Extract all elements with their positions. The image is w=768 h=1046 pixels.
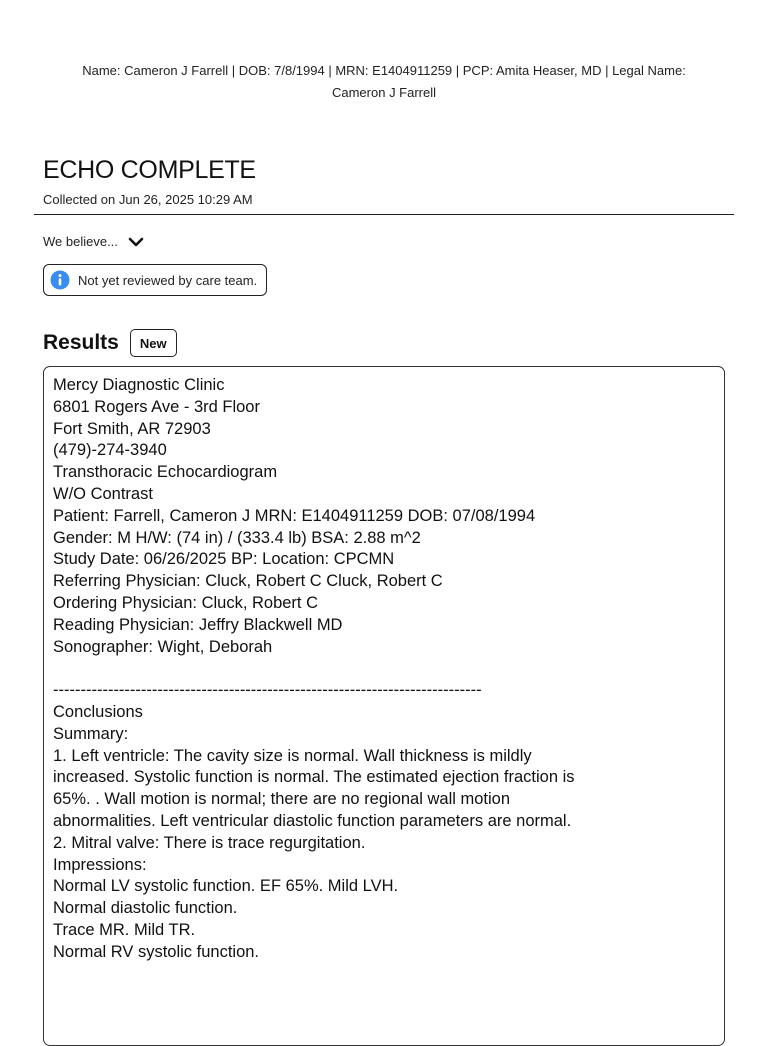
review-status-text: Not yet reviewed by care team.: [78, 272, 258, 288]
patient-header: [40, 60, 728, 104]
page-title: ECHO COMPLETE: [43, 156, 256, 184]
report-line: W/O Contrast: [53, 484, 153, 503]
patient-header-line-2: Cameron J Farrell: [331, 85, 437, 100]
collected-date: Collected on Jun 26, 2025 10:29 AM: [43, 192, 253, 207]
report-line: Normal diastolic function.: [53, 899, 238, 918]
results-header: [43, 329, 177, 357]
report-line: 2. Mitral valve: There is trace regurgitation.: [53, 833, 366, 852]
report-line: Referring Physician: Cluck, Robert C Cluck, Robert C: [53, 572, 443, 591]
report-line: 6801 Rogers Ave - 3rd Floor: [53, 397, 260, 416]
report-line: Fort Smith, AR 72903: [53, 419, 211, 438]
report-line: increased. Systolic function is normal. The estimated ejection fraction is: [53, 768, 575, 787]
report-line: (479)-274-3940: [53, 441, 167, 460]
divider: [34, 214, 734, 215]
we-believe-label: We believe...: [43, 234, 118, 249]
report-line: Conclusions: [53, 702, 143, 721]
report-line: Impressions:: [53, 855, 147, 874]
report-line: Reading Physician: Jeffry Blackwell MD: [53, 615, 343, 634]
report-line: Sonographer: Wight, Deborah: [53, 637, 273, 656]
report-line: 1. Left ventricle: The cavity size is normal. Wall thickness is mildly: [53, 746, 532, 765]
report-line: Gender: M H/W: (74 in) / (333.4 lb) BSA: 2.88 m^2: [53, 528, 421, 547]
info-icon: [50, 270, 70, 290]
report-line: Patient: Farrell, Cameron J MRN: E1404911259 DOB: 07/08/1994: [53, 506, 536, 525]
new-badge: New: [130, 329, 177, 357]
report-text-box[interactable]: [43, 366, 725, 1046]
report-line: Normal LV systolic function. EF 65%. Mild LVH.: [53, 877, 399, 896]
report-line: Ordering Physician: Cluck, Robert C: [53, 593, 319, 612]
patient-header-line-1: Name: Cameron J Farrell | DOB: 7/8/1994 | MRN: E1404911259 | PCP: Amita Heaser, MD | Legal Name:: [82, 63, 686, 78]
report-line: Transthoracic Echocardiogram: [53, 463, 278, 482]
report-line: ------------------------------------------------------------------------------: [53, 681, 482, 700]
results-title: Results: [43, 331, 119, 354]
report-line: abnormalities. Left ventricular diastolic function parameters are normal.: [53, 811, 572, 830]
report-line: Summary:: [53, 724, 129, 743]
we-believe-toggle[interactable]: [43, 234, 144, 249]
report-line: Normal RV systolic function.: [53, 942, 260, 961]
report-line: [53, 658, 715, 680]
report-line: Trace MR. Mild TR.: [53, 920, 196, 939]
review-status-notice: [43, 264, 267, 296]
report-line: Mercy Diagnostic Clinic: [53, 376, 225, 394]
report-line: 65%. . Wall motion is normal; there are no regional wall motion: [53, 790, 511, 809]
report-line: Study Date: 06/26/2025 BP: Location: CPCMN: [53, 550, 395, 569]
chevron-down-icon: [128, 236, 144, 248]
